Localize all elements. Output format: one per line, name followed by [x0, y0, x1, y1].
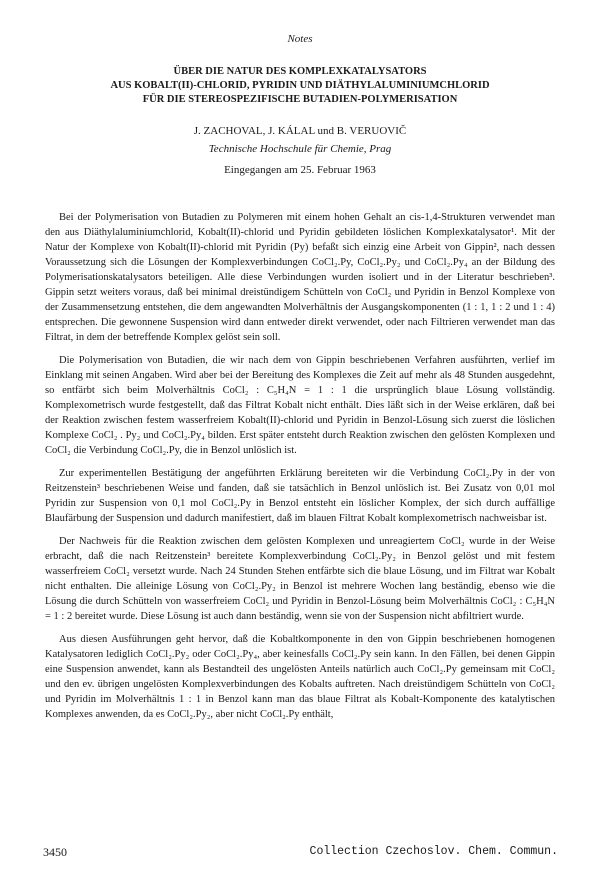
body-paragraph: Zur experimentellen Bestätigung der angeführten Erklärung bereiteten wir die Verbindung CoCl₂.Py in der von Reitzenstein³ beschriebenen Weise und fanden, daß sie tatsächlich in Benzol unlöslich ist. Bei Zusatz von 0,01 mol Pyridin zur Suspension von 0,1 mol CoCl₂.Py in Benzol entsteht ein löslicher Komplex, der sich durch auffällige Blaufärbung der Suspension und dadurch manifestiert, daß im blauen Filtrat Kobalt komplexometrisch nachweisbar ist.	[45, 468, 555, 524]
journal-name: Collection Czechoslov. Chem. Commun.	[309, 845, 558, 858]
article-title	[40, 65, 560, 107]
affiliation: Technische Hochschule für Chemie, Prag	[208, 143, 392, 155]
body-paragraph: Der Nachweis für die Reaktion zwischen dem gelösten Komplexen und unreagiertem CoCl₂ wurde in der Weise erbracht, daß die nach Reitzenstein³ bereitete Komplexverbindung CoCl₂.Py₂ in Benzol gelöst und mit festem wasserfreiem CoCl₂ versetzt wurde. Nach 24 Stunden Stehen entfärbte sich die blaue Lösung, und im Filtrat war Kobalt nicht enthalten. Die alleinige Lösung von CoCl₂.Py₂ in Benzol ist mehrere Wochen lang beständig, ebenso wie die Lösung die durch Schütteln von wasserfreiem CoCl₂ und Pyridin in Benzol-Lösung beim Molverhältnis CoCl₂ : C₅H₄N = 1 : 2 bereitet wurde. Diese Lösung ist auch dann beständig, wenn sie von der Suspension nicht abfiltriert wurde.	[45, 536, 555, 622]
authors: J. ZACHOVAL, J. KÁLAL und B. VERUOVIČ	[193, 125, 407, 137]
running-head: Notes	[287, 33, 313, 45]
article-body	[45, 210, 555, 730]
body-paragraph: Aus diesen Ausführungen geht hervor, daß die Kobaltkomponente in den von Gippin beschriebenen homogenen Katalysatoren lediglich CoCl₂.Py₂ oder CoCl₂.Py₄, aber keinesfalls CoCl₂.Py sein kann. In den Fällen, bei denen Gippin eine Suspension anwendet, kann als Bestandteil des ungelösten Anteils natürlich auch CoCl₂.Py gemeinsam mit CoCl₂ und den ev. übrigen ungelösten Komplexverbindungen des Kobalts auftreten. Nach dreistündigem Schütteln von CoCl₂ und Pyridin im Molverhältnis 1 : 1 in Benzol kann man das blaue Filtrat als Kobalt-Komponente des katalytischen Komplexes anwenden, da es CoCl₂.Py₂, aber nicht CoCl₂.Py enthält,	[45, 634, 555, 720]
received-date: Eingegangen am 25. Februar 1963	[224, 164, 376, 176]
body-paragraph: Bei der Polymerisation von Butadien zu Polymeren mit einem hohen Gehalt an cis-1,4-Strukturen verwendet man den aus Diäthylaluminiumchlorid, Kobalt(II)-chlorid und Pyridin gebildeten löslichen Komplexkatalysator¹. Mit der Natur der Komplexe von Kobalt(II)-chlorid mit Pyridin (Py) befaßt sich einzig eine Arbeit von Gippin², nach dessen Voraussetzung sich die Lösungen der Komplexverbindungen CoCl₂.Py, CoCl₂.Py₂ und CoCl₂.Py₄ an der Bildung des Polymerisationskatalysators beteiligen. Alle diese Verbindungen wurden isoliert und in der Literatur beschrieben³. Gippin setzt weiters voraus, daß bei minimal dreistündigem Schütteln von CoCl₂ und Pyridin in Benzol Komplexe von der Zusammensetzung entstehen, die dem angewandten Molverhältnis der Ausgangskomponenten (1 : 1, 1 : 2 und 1 : 4) entsprechen. Die gewonnene Suspension wird dann entweder direkt verwendet, oder nach Filtrieren verwendet man das Filtrat, in dem der betreffende Komplex gelöst sein soll.	[45, 212, 555, 343]
title-line: ÜBER DIE NATUR DES KOMPLEXKATALYSATORS	[173, 66, 427, 77]
page-number: 3450	[43, 845, 67, 859]
title-line: FÜR DIE STEREOSPEZIFISCHE BUTADIEN-POLYMERISATION	[142, 94, 458, 105]
title-line: AUS KOBALT(II)-CHLORID, PYRIDIN UND DIÄTHYLALUMINIUMCHLORID	[110, 80, 490, 91]
body-paragraph: Die Polymerisation von Butadien, die wir nach dem von Gippin beschriebenen Verfahren ausführten, verlief im Einklang mit seinen Angaben. Wird aber bei der Bereitung des Komplexes die Zeit auf mehr als 48 Stunden ausgedehnt, so entfärbt sich beim Molverhältnis CoCl₂ : C₅H₄N = 1 : 1 die ursprünglich blaue Lösung vollständig. Komplexometrisch wurde festgestellt, daß das Filtrat Kobalt nicht enthält. Dies läßt sich in der Weise erklären, daß bei der Reaktion zwischen festem wasserfreiem Kobalt(II)-chlorid und Pyridin in Benzol-Lösung sich zuerst die löslichen Komplexe CoCl₂ . Py₂ und CoCl₂.Py₄ bilden. Erst später entsteht durch Reaktion zwischen den gelösten Komplexen und CoCl₂ die Verbindung CoCl₂.Py, die in Benzol unlöslich ist.	[45, 355, 555, 456]
